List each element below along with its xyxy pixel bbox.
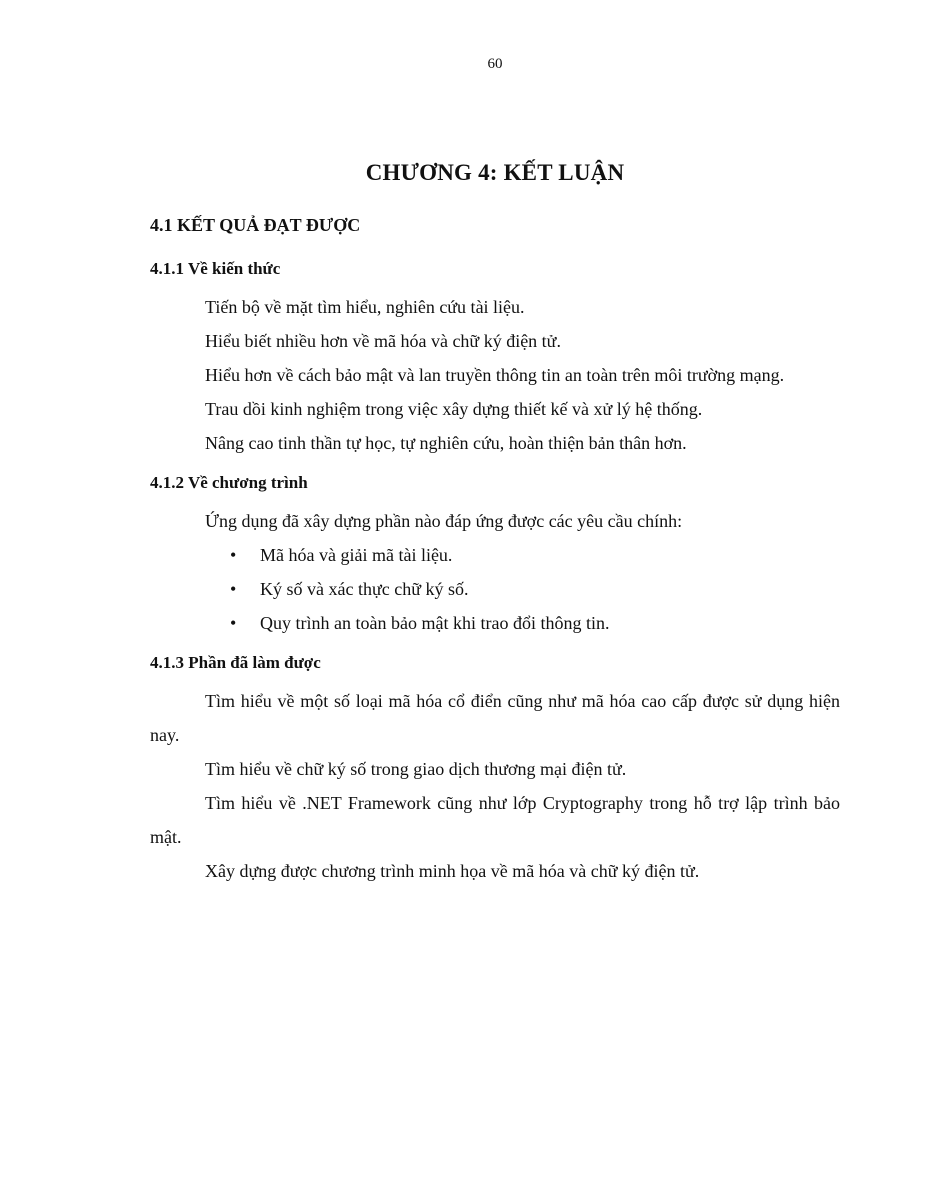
knowledge-item: Nâng cao tinh thần tự học, tự nghiên cứu, hoàn thiện bản thân hơn. [205,433,687,453]
list-item: • Ký số và xác thực chữ ký số. [230,572,850,606]
knowledge-item: Hiểu biết nhiều hơn về mã hóa và chữ ký điện tử. [205,331,561,351]
section-heading-4-1: 4.1 KẾT QUẢ ĐẠT ĐƯỢC [150,215,361,235]
knowledge-item: Hiểu hơn về cách bảo mật và lan truyền thông tin an toàn trên môi trường mạng. [205,365,785,385]
list-item: • Mã hóa và giải mã tài liệu. [230,538,850,572]
section-heading-4-1-3: 4.1.3 Phần đã làm được [150,653,321,672]
achievement-paragraph: Tìm hiểu về một số loại mã hóa cổ điển cũng như mã hóa cao cấp được sử dụng hiện nay. [150,691,840,745]
achievement-paragraph: Tìm hiểu về .NET Framework cũng như lớp Cryptography trong hỗ trợ lập trình bảo mật. [150,793,840,847]
achievement-paragraph: Xây dựng được chương trình minh họa về mã hóa và chữ ký điện tử. [205,861,700,881]
chapter-title: CHƯƠNG 4: KẾT LUẬN [365,160,625,185]
section-heading-4-1-2: 4.1.2 Về chương trình [150,473,308,492]
page-number: 60 [487,56,503,72]
program-intro: Ứng dụng đã xây dựng phần nào đáp ứng được các yêu cầu chính: [205,511,683,531]
section-heading-4-1-1: 4.1.1 Về kiến thức [150,259,281,278]
document-body [150,208,850,888]
knowledge-item: Tiến bộ về mặt tìm hiểu, nghiên cứu tài liệu. [205,297,525,317]
achievement-paragraph: Tìm hiểu về chữ ký số trong giao dịch thương mại điện tử. [205,759,627,779]
program-feature-list [150,538,850,640]
knowledge-item: Trau dồi kinh nghiệm trong việc xây dựng thiết kế và xử lý hệ thống. [205,399,703,419]
list-item: • Quy trình an toàn bảo mật khi trao đổi thông tin. [230,606,850,640]
